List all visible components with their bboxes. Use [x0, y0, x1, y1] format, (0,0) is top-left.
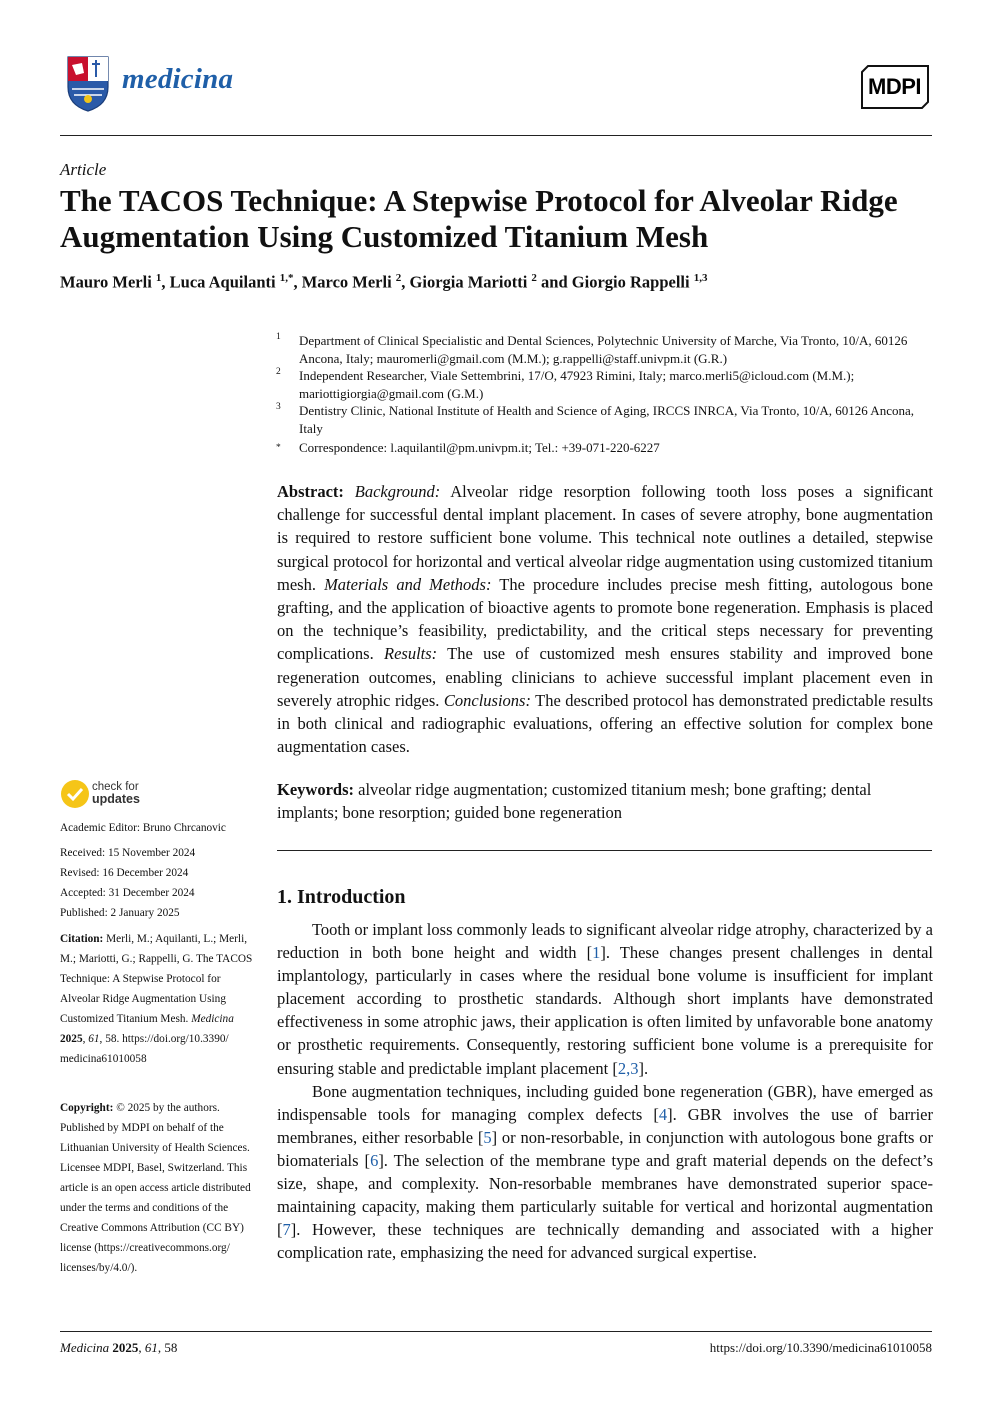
citation-link[interactable]: 7 — [282, 1220, 291, 1240]
author-name: Giorgia Mariotti — [409, 272, 528, 292]
author-name: Giorgio Rappelli — [571, 272, 690, 292]
abstract-label: Abstract: — [277, 482, 344, 501]
affiliation-number: 3 — [276, 402, 281, 412]
footer-doi-link[interactable]: https://doi.org/10.3390/medicina61010058 — [709, 1340, 932, 1355]
abstract-background: Alveolar ridge resorption following tooth loss poses a significant challenge for successful dental implant placement. In cases of severe atrophy, bone augmentation is required to restore sufficient bone volume. This technical note outlines a detailed, stepwise surgical protocol for horizontal and vertical alveolar ridge augmentation using customized titanium mesh. — [277, 482, 934, 594]
footer-citation: Medicina 2025, 61, 58 — [60, 1340, 178, 1355]
check-for-updates-icon[interactable] — [60, 778, 90, 810]
check-for-updates-label[interactable]: check for updates — [92, 781, 140, 806]
citation-link[interactable]: 3 — [630, 1058, 639, 1078]
affiliation-number: * — [276, 443, 281, 453]
journal-name: medicina — [122, 63, 234, 95]
header-divider — [60, 135, 932, 136]
mdpi-logo-text: MDPI — [868, 74, 921, 99]
affiliation-number: 2 — [276, 367, 281, 377]
author-name: Luca Aquilanti — [169, 272, 276, 292]
citation-link[interactable]: 6 — [370, 1150, 379, 1170]
affiliation-text: Independent Researcher, Viale Settembrini, 17/O, 47923 Rimini, Italy; marco.merli5@icloud.com (M.M.); mariottigiorgia@gmail.com (G.M.) — [299, 368, 855, 401]
citation-label: Citation: — [60, 933, 104, 945]
author-affil-sup: 2 — [531, 272, 537, 284]
author-affil-sup: 1 — [155, 272, 162, 284]
paragraph: Bone augmentation techniques, including guided bone regeneration (GBR), have emerged as indispensable tools for managing complex defects [4]. GBR involves the use of barrier membranes, either resorbable [5] or non-resorbable, in conjunction with autologous bone grafts or biomaterials [6]. The selection of the membrane type and graft material depends on the defect’s size, shape, and complexity. Non-resorbable membranes have demonstrated superior space-maintaining capacity, making them particularly suitable for vertical and horizontal augmentation [7]. However, these techniques are technically demanding and associated with a higher complication rate, emphasizing the need for advanced surgical expertise. — [277, 1081, 933, 1263]
keywords — [277, 778, 933, 824]
citation-link[interactable]: 4 — [658, 1104, 668, 1124]
paragraph: Tooth or implant loss commonly leads to significant alveolar ridge atrophy, characterized by a reduction in both bone height and width [1]. These changes present challenges in dental implantology, particularly in cases where the residual bone volume is insufficient for implant placement according to prosthetic standards. Although short implants have demonstrated effectiveness in some atrophic jaws, their application is often limited by unfavorable bone anatomy or prosthetic requirements. Consequently, restoring sufficient bone volume is a prerequisite for ensuring stable and predictable implant placement [2,3]. — [277, 920, 933, 1078]
accepted-date: Accepted: 31 December 2024 — [60, 887, 195, 899]
section-body — [277, 918, 933, 1264]
abstract-results: The use of customized mesh ensures stability and improved bone regeneration outcomes, enabling clinicians to achieve successful implant placement even in severely atrophic ridges. — [277, 644, 933, 710]
citation-link[interactable]: 2 — [617, 1058, 627, 1078]
abstract-background-label: Background: — [354, 482, 441, 501]
keywords-text: alveolar ridge augmentation; customized titanium mesh; bone grafting; dental implants; bone resorption; guided bone regeneration — [277, 780, 872, 823]
abstract-methods-label: Materials and Methods: — [324, 574, 492, 594]
received-date: Received: 15 November 2024 — [60, 847, 196, 859]
copyright-label: Copyright: — [60, 1102, 114, 1114]
affiliation-text: Department of Clinical Specialistic and Dental Sciences, Polytechnic University of Marche, Via Tronto, 10/A, 60126 Ancona, Italy; mauromerli@gmail.com (M.M.); g.rappelli@staff.univpm.it (G.R.) — [299, 333, 908, 366]
citation-link[interactable]: 1 — [592, 943, 601, 963]
abstract-methods: The procedure includes precise mesh fitting, autologous bone grafting, and the application of bioactive agents to promote bone regeneration. Emphasis is placed on the technique’s feasibility, predictability, and the critical steps necessary for preventing complications. — [277, 574, 934, 664]
article-title: The TACOS Technique: A Stepwise Protocol for Alveolar Ridge Augmentation Using Customized Titanium Mesh — [60, 183, 898, 254]
citation-block: Citation: Merli, M.; Aquilanti, L.; Merli, M.; Mariotti, G.; Rappelli, G. The TACOS Technique: A Stepwise Protocol for Alveolar Ridge Augmentation Using Customized Titanium Mesh. Medicina 2025, 61, 58. https://doi.org/10.3390/ medicina61010058 — [60, 933, 253, 1065]
copyright-block: Copyright: © 2025 by the authors. Published by MDPI on behalf of the Lithuanian University of Health Sciences. Licensee MDPI, Basel, Switzerland. This article is an open access article distributed under the terms and conditions of the Creative Commons Attribution (CC BY) license (https://creativecommons.org/ licenses/by/4.0/). — [60, 1102, 251, 1274]
published-date: Published: 2 January 2025 — [60, 907, 180, 919]
author-affil-sup: 1,* — [279, 272, 294, 284]
section-heading: 1. Introduction — [277, 886, 406, 908]
abstract-conclusions: The described protocol has demonstrated predictable results in both clinical and radiographic evaluations, offering an effective solution for complex bone augmentation cases. — [277, 690, 934, 757]
article-type: Article — [60, 160, 107, 179]
abstract-divider — [277, 850, 932, 851]
author-affil-sup: 1,3 — [693, 272, 708, 284]
medicina-shield-icon — [66, 55, 110, 113]
citation-link[interactable]: 5 — [483, 1127, 492, 1147]
author-name: Marco Merli — [301, 272, 392, 292]
affiliation-number: 1 — [276, 332, 281, 342]
affiliation-text: Correspondence: l.aquilantil@pm.univpm.it; Tel.: +39-071-220-6227 — [299, 440, 660, 455]
abstract-conclusions-label: Conclusions: — [443, 690, 531, 710]
revised-date: Revised: 16 December 2024 — [60, 867, 189, 879]
keywords-label: Keywords: — [277, 780, 354, 799]
affiliation-text: Dentistry Clinic, National Institute of Health and Science of Aging, IRCCS INRCA, Via Tronto, 10/A, 60126 Ancona, Italy — [299, 403, 914, 436]
abstract-results-label: Results: — [384, 644, 438, 664]
academic-editor: Academic Editor: Bruno Chrcanovic — [60, 822, 226, 834]
abstract — [277, 480, 933, 758]
author-affil-sup: 2 — [395, 272, 402, 284]
author-name: Mauro Merli — [60, 272, 152, 292]
author-list: Mauro Merli $^1$, Luca Aquilanti $^{1,*}$, Marco Merli $^2$, Giorgia Mariotti $^2$ and Giorgio Rappelli $^{1,3}$ — [60, 272, 708, 292]
footer-divider — [60, 1331, 932, 1332]
